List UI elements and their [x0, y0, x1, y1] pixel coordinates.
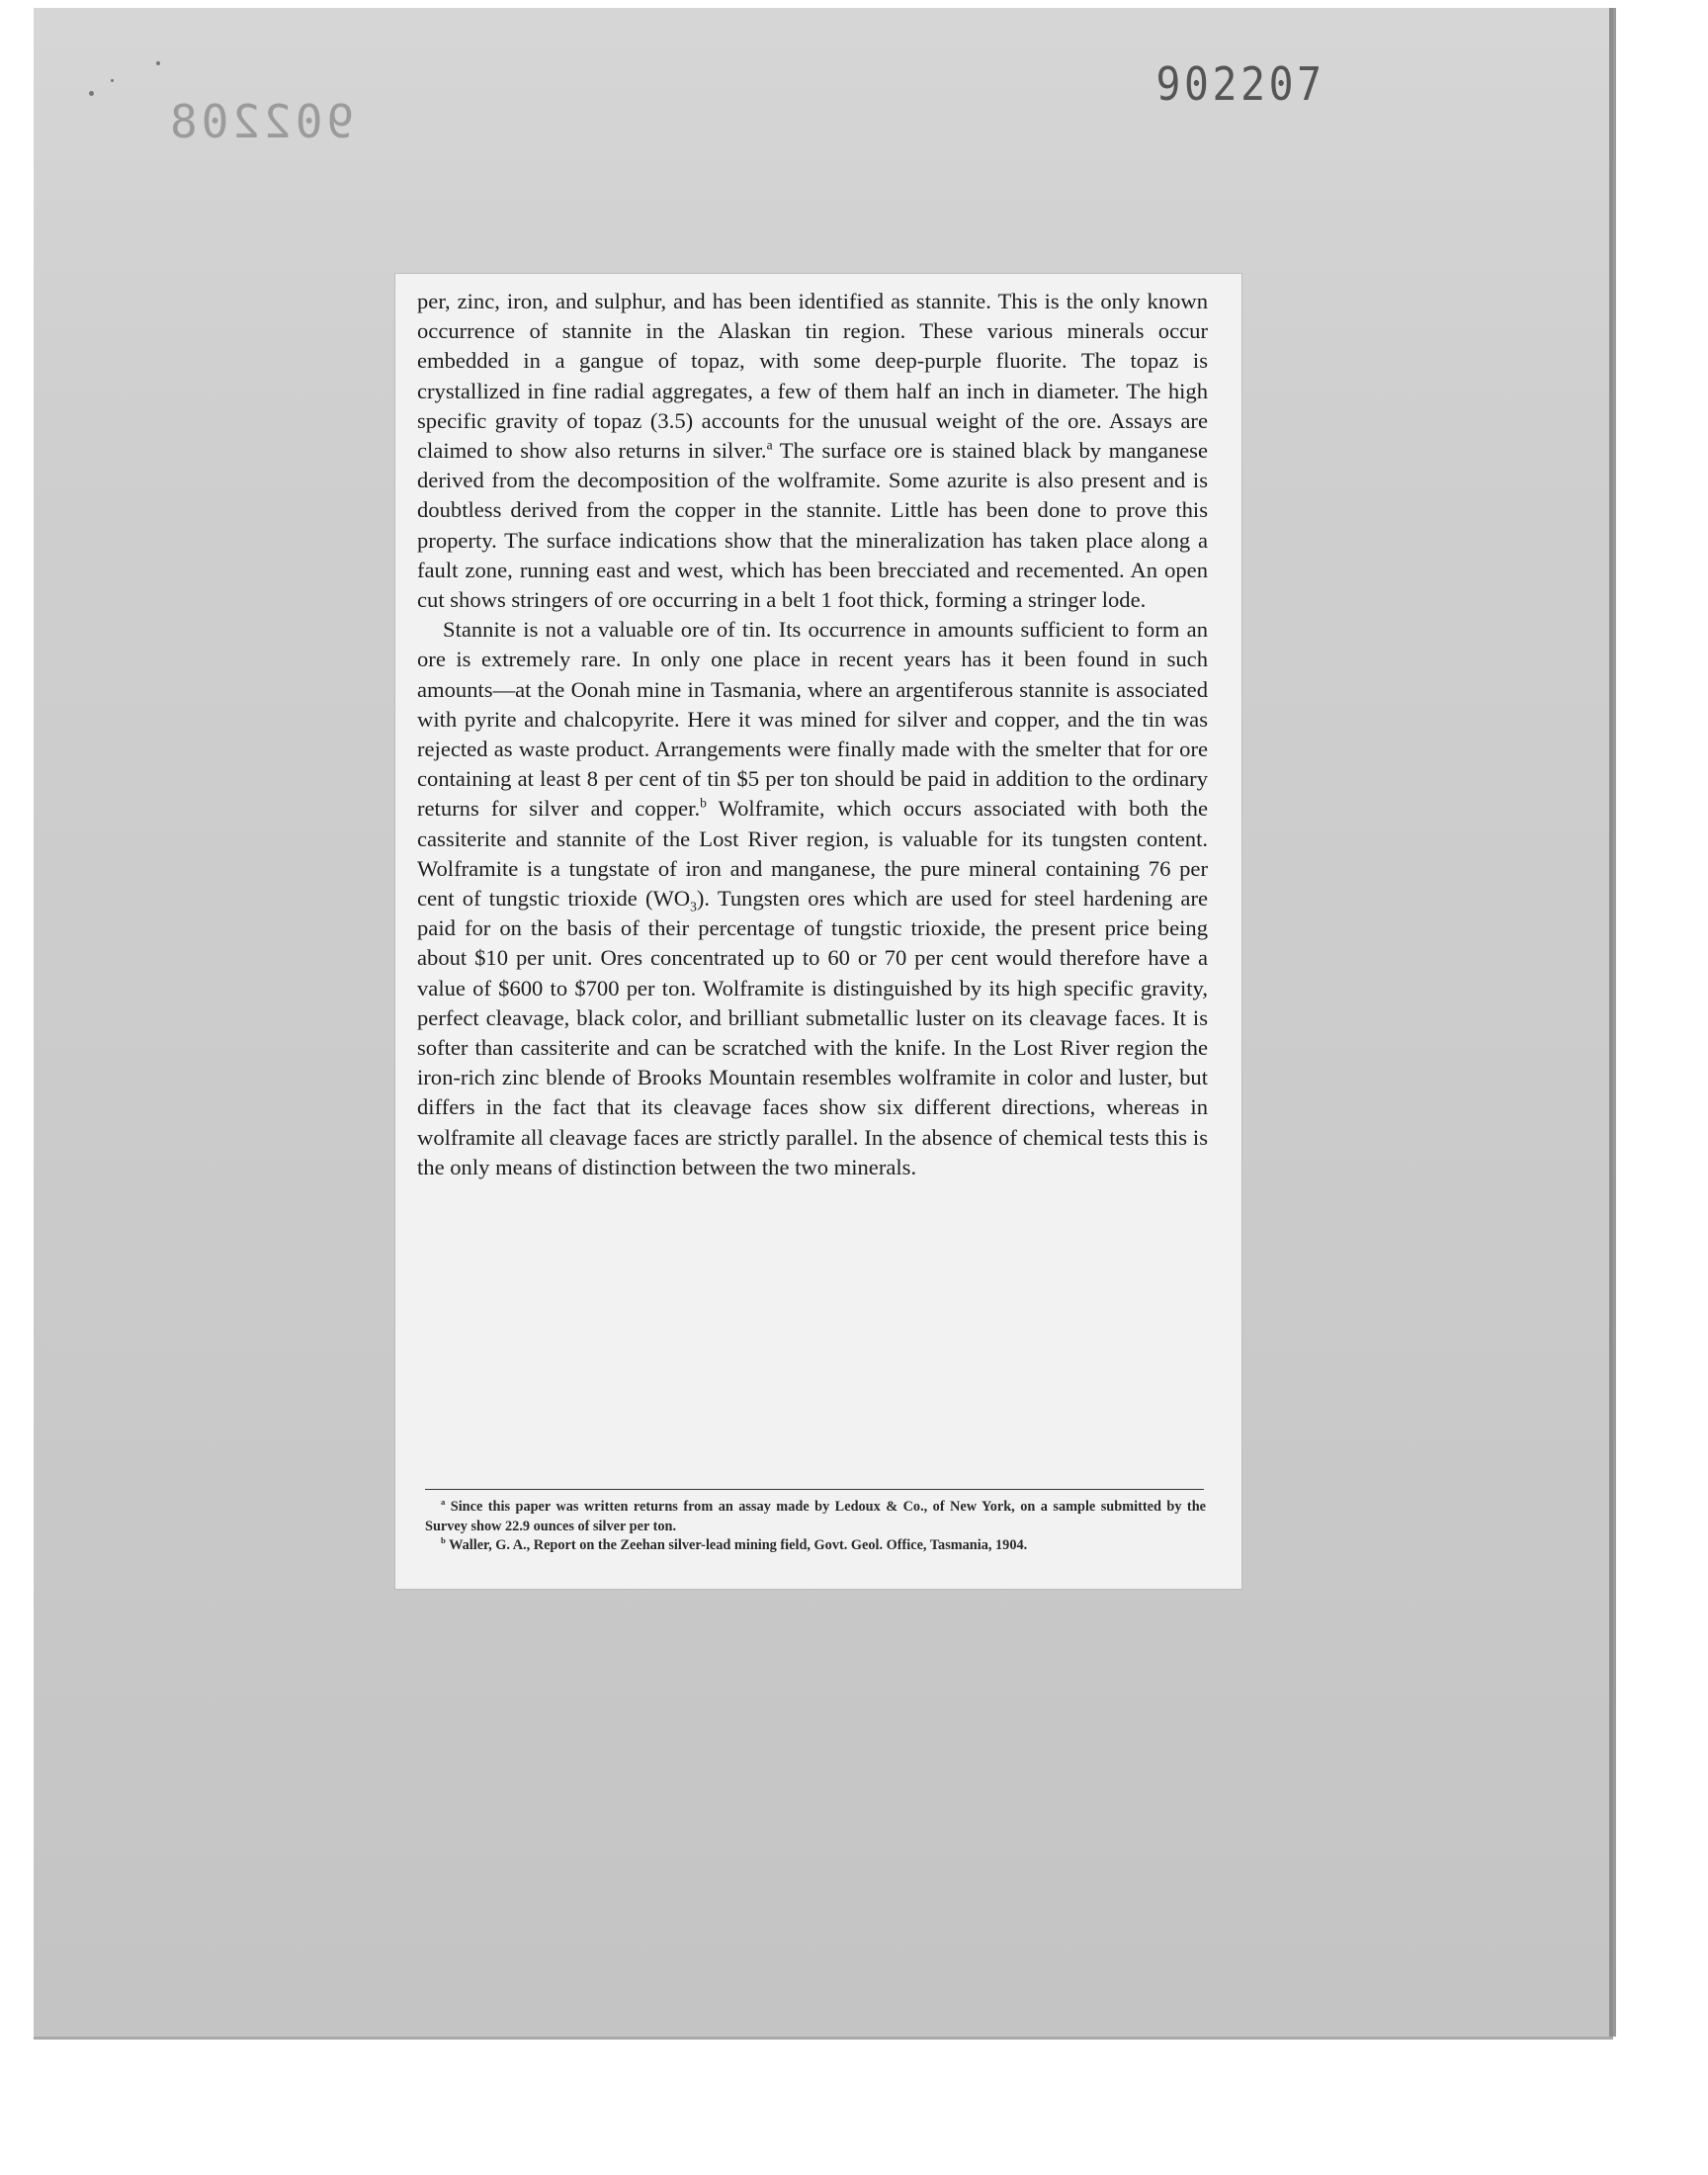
article-body: [417, 287, 1208, 1182]
dust-speck: [111, 79, 114, 82]
page-edge-shadow: [1609, 8, 1613, 2037]
document-number-stamp: 902207: [1155, 57, 1325, 111]
dust-speck: [89, 91, 94, 96]
footnote-reference: b: [700, 795, 707, 811]
paragraph: [417, 287, 1208, 615]
mirrored-document-number: 902208: [166, 95, 355, 148]
paragraph-text: The surface ore is stained black by manganese derived from the decomposition of the wolframite. Some azurite is also present and is doubtless derived from the copper in the stannite. Little has been done to prove this property. The surface indications show that the mineralization has taken place along a fault zone, running east and west, which has been brecciated and recemented. An open cut shows stringers of ore occurring in a belt 1 foot thick, forming a stringer lode.: [417, 438, 1209, 613]
footnote-marker: b: [441, 1535, 446, 1546]
footnote-text: Since this paper was written returns from an assay made by Ledoux & Co., of New York, on a sample submitted by the Survey show 22.9 ounces of silver per ton.: [425, 1499, 1206, 1534]
paragraph-text: Stannite is not a valuable ore of tin. Its occurrence in amounts sufficient to form an ore is extremely rare. In only one place in recent years has it been found in such amounts—at the Oonah mine in Tasmania, where an argentiferous stannite is associated with pyrite and chalcopyrite. Here it was mined for silver and copper, and the tin was rejected as waste product. Arrangements were finally made with the smelter that for ore containing at least 8 per cent of tin $5 per ton should be paid in addition to the ordinary returns for silver and copper.: [417, 617, 1208, 822]
paragraph-text: ). Tungsten ores which are used for steel hardening are paid for on the basis of their percentage of tungstic trioxide, the present price being about $10 per unit. Ores concentrated up to 60 or 70 per cent would therefore have a value of $600 to $700 per ton. Wolframite is distinguished by its high specific gravity, perfect cleavage, black color, and brilliant submetallic luster on its cleavage faces. It is softer than cassiterite and can be scratched with the knife. In the Lost River region the iron-rich zinc blende of Brooks Mountain resembles wolframite in color and luster, but differs in the fact that its cleavage faces show six different directions, whereas in wolframite all cleavage faces are strictly parallel. In the absence of chemical tests this is the only means of distinction between the two minerals.: [417, 886, 1209, 1179]
footnote-reference: a: [766, 437, 773, 453]
chemical-subscript: 3: [690, 899, 697, 914]
footnote-marker: a: [441, 1497, 446, 1508]
paragraph-text: per, zinc, iron, and sulphur, and has been identified as stannite. This is the only known occurrence of stannite in the Alaskan tin region. These various minerals occur embedded in a gangue of topaz, with some deep-purple fluorite. The topaz is crystallized in fine radial aggregates, a few of them half an inch in diameter. The high specific gravity of topaz (3.5) accounts for the unusual weight of the ore. Assays are claimed to show also returns in silver.: [417, 289, 1208, 464]
footnote-divider: [425, 1489, 1204, 1490]
paragraph-text: Wolframite, which occurs associated with both the cassiterite and stannite of the Lost River region, is valuable for its tungsten content. Wolframite is a tungstate of iron and manganese, the pure mineral containing 76 per cent of tungstic trioxide (WO: [417, 796, 1208, 912]
dust-speck: [156, 61, 160, 65]
footnote-text: Waller, G. A., Report on the Zeehan silver-lead mining field, Govt. Geol. Office, Tasmania, 1904.: [445, 1537, 1028, 1553]
footnote: [425, 1536, 1206, 1556]
text-clipping: [395, 274, 1241, 1589]
footnotes: [425, 1498, 1206, 1556]
paragraph: [417, 615, 1208, 1182]
footnote: [425, 1498, 1206, 1536]
